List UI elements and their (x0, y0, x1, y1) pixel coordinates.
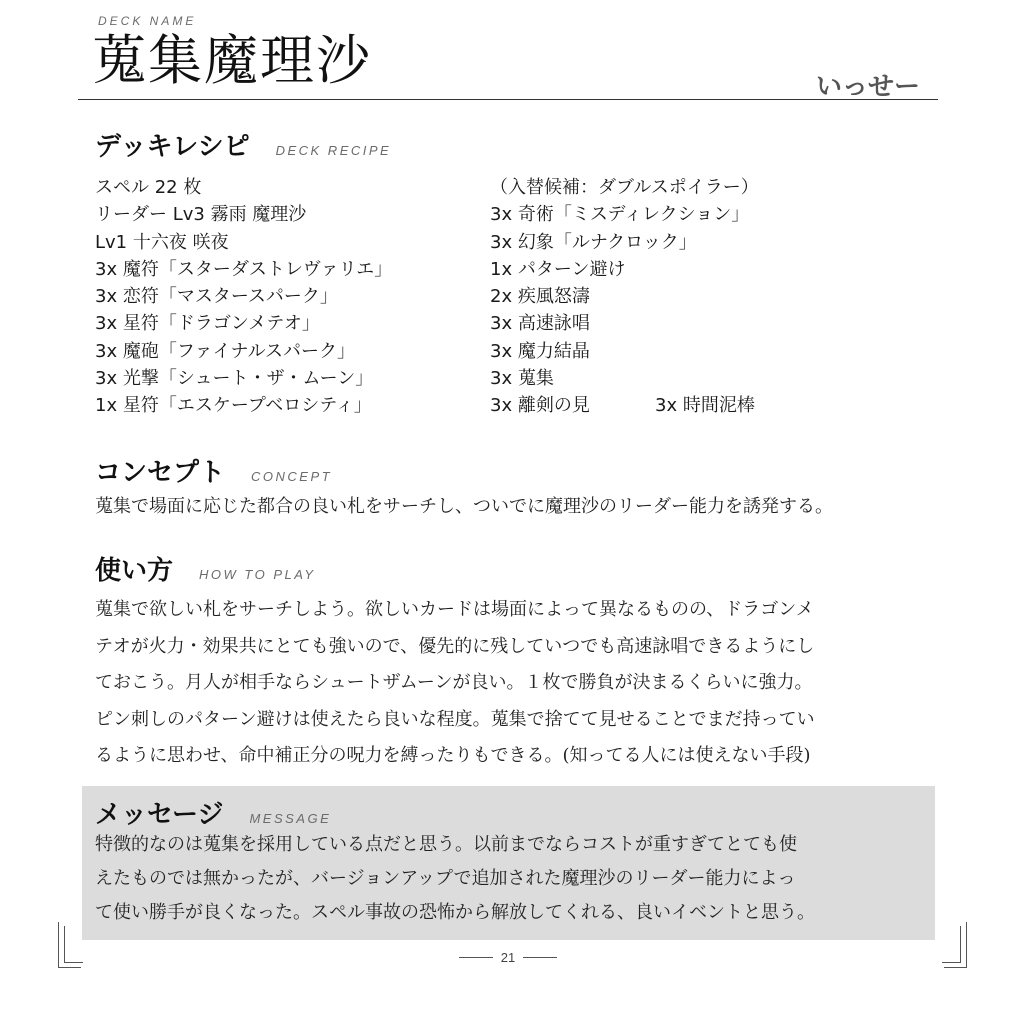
recipe-item: 3x 奇術「ミスディレクション」 (490, 204, 750, 226)
message-line: て使い勝手が良くなった。スペル事故の恐怖から解放してくれる、良いイベントと思う。 (95, 902, 815, 923)
concept-heading (95, 452, 332, 489)
message-line: えたものでは無かったが、バージョンアップで追加された魔理沙のリーダー能力によっ (95, 868, 796, 889)
recipe-item: 3x 星符「ドラゴンメテオ」 (95, 313, 320, 335)
recipe-item: 3x 恋符「マスタースパーク」 (95, 286, 338, 308)
recipe-item: スペル 22 枚 (95, 177, 202, 198)
howto-text (95, 592, 815, 775)
recipe-item: （入替候補：ダブルスポイラー） (490, 177, 759, 198)
recipe-item: 3x 離剣の見 (490, 395, 590, 417)
howto-line: 蒐集で欲しい札をサーチしよう。欲しいカードは場面によって異なるものの、ドラゴンメ (95, 599, 814, 620)
recipe-item: 1x 星符「エスケープベロシティ」 (95, 395, 372, 417)
recipe-item-extra: 3x 時間泥棒 (655, 395, 755, 417)
recipe-item: 3x 魔力結晶 (490, 340, 590, 362)
howto-line: るように思わせ、命中補正分の呪力を縛ったりもできる。(知ってる人には使えない手段) (95, 745, 811, 766)
recipe-item: Lv1 十六夜 咲夜 (95, 231, 229, 253)
howto-line: ておこう。月人が相手ならシュートザムーンが良い。１枚で勝負が決まるくらいに強力。 (95, 672, 813, 693)
recipe-item: 3x 光撃「シュート・ザ・ムーン」 (95, 368, 374, 390)
recipe-item: 2x 疾風怒濤 (490, 286, 590, 308)
title-divider (78, 99, 938, 100)
corner-ornament-right-inner (942, 926, 961, 963)
author-name: いっせー (815, 72, 920, 102)
recipe-item: 1x パターン避け (490, 258, 626, 280)
recipe-item: 3x 魔砲「ファイナルスパーク」 (95, 340, 356, 362)
recipe-title: デッキレシピ (95, 132, 250, 162)
footer-dash (459, 957, 493, 958)
howto-heading (95, 550, 316, 587)
recipe-item: 3x 魔符「スターダストレヴァリエ」 (95, 258, 393, 280)
deck-name-label: DECK NAME (98, 14, 197, 28)
recipe-item: リーダー Lv3 霧雨 魔理沙 (95, 204, 307, 226)
message-title: メッセージ (95, 800, 224, 830)
recipe-item: 3x 高速詠唱 (490, 313, 590, 335)
recipe-item: 3x 蒐集 (490, 368, 554, 390)
deck-title: 蒐集魔理沙 (92, 29, 372, 92)
howto-line: ピン刺しのパターン避けは使えたら良いな程度。蒐集で捨てて見せることでまだ持ってい (95, 708, 815, 730)
footer-dash (523, 957, 557, 958)
recipe-heading (95, 126, 391, 163)
howto-title: 使い方 (95, 556, 174, 586)
message-text (95, 828, 815, 930)
message-line: 特徴的なのは蒐集を採用している点だと思う。以前までならコストが重すぎてとても使 (95, 834, 797, 855)
howto-subtitle: HOW TO PLAY (199, 567, 316, 582)
page-number: 21 (500, 950, 516, 965)
recipe-left-column (95, 174, 392, 420)
message-subtitle: MESSAGE (249, 811, 332, 826)
howto-line: テオが火力・効果共にとても強いので、優先的に残していつでも高速詠唱できるようにし (95, 635, 815, 657)
message-heading (95, 794, 331, 831)
corner-ornament-left-inner (64, 926, 83, 963)
concept-text: 蒐集で場面に応じた都合の良い札をサーチし、ついでに魔理沙のリーダー能力を誘発する。 (95, 496, 833, 517)
recipe-right-column (490, 174, 759, 420)
recipe-item: 3x 幻象「ルナクロック」 (490, 231, 697, 253)
concept-subtitle: CONCEPT (251, 469, 333, 484)
concept-title: コンセプト (95, 458, 226, 488)
recipe-subtitle: DECK RECIPE (275, 143, 392, 158)
page-number-footer (458, 950, 558, 965)
